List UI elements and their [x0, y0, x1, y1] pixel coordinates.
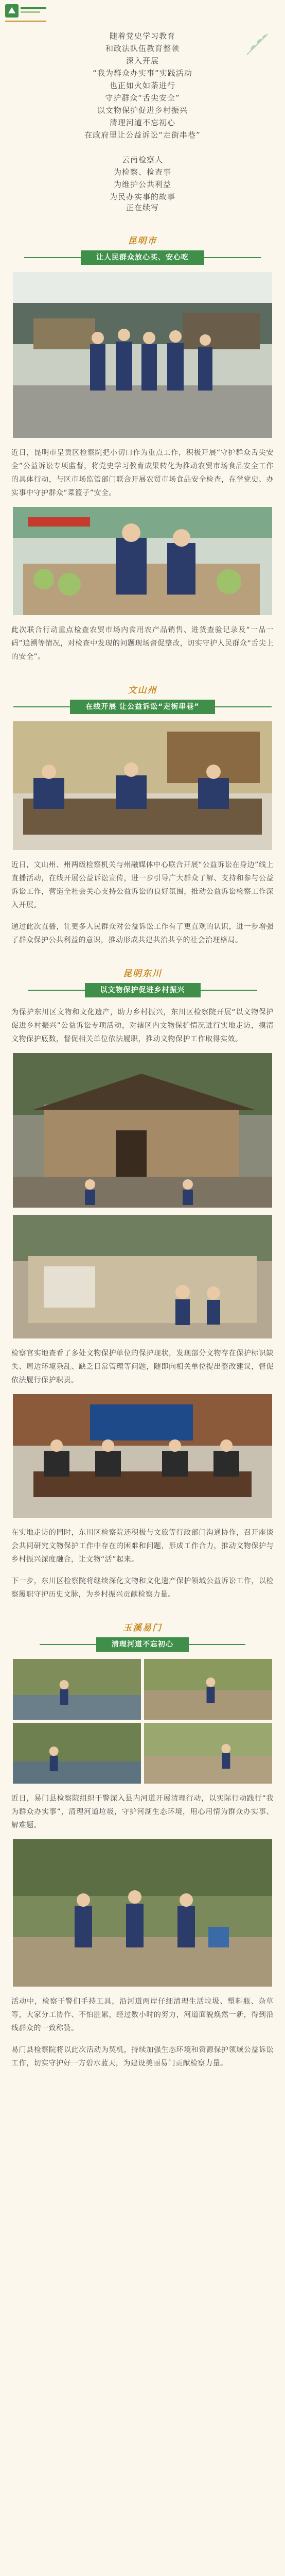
intro-line: 为维护公共利益 [113, 180, 171, 189]
heritage-wall-photo [13, 1215, 272, 1338]
market-inspection-photo [13, 272, 272, 438]
intro-line: 为民办实事的故事 [109, 192, 175, 201]
paragraph: 此次联合行动重点检查农贸市场内食用农产品销售、进货查验记录及“一品一码”追溯等情况，对检查中发现的问题现场督促整改，切实守护人民群众“舌尖上的安全”。 [11, 626, 274, 661]
paragraph: 通过此次直播，让更多人民群众对公益诉讼工作有了更直观的认识，进一步增强了群众保护公共利益的意识，推动形成共建共治共享的社会治理格局。 [11, 923, 274, 944]
paragraph: 近日，文山州、州两级检察机关与州融媒体中心联合开展“公益诉讼在身边”线上直播活动，在线开展公益诉讼宣传，进一步引导广大群众了解、支持和参与公益诉讼工作，营造全社会关心支持公益诉讼的良好氛围，推动公益诉讼检察工作深入开展。 [11, 861, 274, 909]
meeting-photo-graphic [13, 1394, 272, 1518]
paragraph: 近日，昆明市呈贡区检察院把小切口作为重点工作，积极开展“守护群众舌尖安全”公益诉讼专项监督，将党史学习教育成果转化为推动农贸市场食品安全工作的具体行动，与区市场监管部门联合开展农贸市场食品安全检查，在学党史、办实事中守护群众“菜篮子”安全。 [11, 449, 274, 497]
poem-line: 和政法队伍教育整顿 [105, 44, 180, 53]
poem-line: 随着党史学习教育 [109, 31, 175, 41]
river-cleanup-photo-graphic [144, 1723, 272, 1784]
river-cleanup-photo-graphic [13, 1659, 141, 1720]
section-banner: 在线开展 让公益诉讼“走街串巷” [70, 700, 215, 714]
poem-block [0, 30, 285, 203]
section-banner: 让人民群众放心买、安心吃 [81, 250, 204, 265]
poem-line: 深入开展 [126, 56, 159, 65]
paragraph: 易门县检察院将以此次活动为契机，持续加强生态环境和资源保护领域公益诉讼工作，切实守护好一方碧水蓝天，为建设美丽易门贡献检察力量。 [11, 2046, 274, 2067]
section-header-wenshan [0, 683, 285, 714]
broadcast-studio-photo [13, 721, 272, 850]
river-cleanup-photo-graphic [13, 1723, 141, 1784]
brand-logo-graphic [4, 3, 50, 28]
heritage-wall-photo-graphic [13, 1215, 272, 1338]
article-header [0, 0, 285, 201]
brand-logo [4, 3, 50, 28]
section-banner: 清理河道不忘初心 [96, 1637, 189, 1652]
section-place: 玉溪易门 [123, 1623, 162, 1633]
spacer [0, 141, 285, 154]
section-place: 文山州 [128, 685, 157, 696]
food-check-photo-graphic [13, 507, 272, 615]
section-header-yimen [0, 1621, 285, 1652]
river-cleanup-photo-grid [13, 1659, 272, 1784]
intro-line: 正在续写 [126, 203, 159, 212]
river-team-photo [13, 1839, 272, 1987]
food-check-photo [13, 507, 272, 615]
meeting-photo [13, 1394, 272, 1518]
paragraph: 为保护东川区文物和文化遗产，助力乡村振兴，东川区检察院开展“以文物保护促进乡村振兴”公益诉讼专项活动，对辖区内文物保护情况进行实地走访，摸清文物保护底数，督促相关单位依法履职，推动文物保护工作取得实效。 [11, 1008, 274, 1043]
section-header-kunming [0, 234, 285, 265]
section-header-dongchuan [0, 967, 285, 997]
broadcast-studio-photo-graphic [13, 721, 272, 850]
poem-line: 以文物保护促进乡村振兴 [97, 106, 188, 115]
poem-line: 清理河道不忘初心 [109, 118, 175, 127]
paragraph: 检察官实地查看了多处文物保护单位的保护现状，发现部分文物存在保护标识缺失、周边环境杂乱、缺乏日常管理等问题，随即向相关单位提出整改建议，督促依法履行保护职责。 [11, 1349, 274, 1384]
heritage-site-photo [13, 1053, 272, 1208]
paragraph: 在实地走访的同时，东川区检察院还积极与文旅等行政部门沟通协作，召开座谈会共同研究文物保护工作中存在的困难和问题，形成工作合力，推动文物保护与乡村振兴深度融合，让文物“活”起来。 [11, 1529, 274, 1564]
section-banner: 以文物保护促进乡村振兴 [85, 983, 201, 997]
river-cleanup-photo [13, 1659, 141, 1720]
river-cleanup-photo [144, 1723, 272, 1784]
intro-line: 云南检察人 [121, 155, 163, 164]
poem-line: “我为群众办实事”实践活动 [93, 69, 192, 78]
section-place: 昆明市 [128, 236, 157, 246]
heritage-site-photo-graphic [13, 1053, 272, 1208]
market-inspection-photo-graphic [13, 272, 272, 438]
river-cleanup-photo [13, 1723, 141, 1784]
poem-line: 在政府里让公益诉讼“走街串巷” [84, 130, 201, 140]
paragraph: 下一步，东川区检察院将继续深化文物和文化遗产保护领域公益诉讼工作，以检察履职守护历史文脉，为乡村振兴贡献检察力量。 [11, 1577, 274, 1599]
section-place: 昆明东川 [123, 969, 162, 979]
paragraph: 活动中，检察干警们手持工具，沿河道两岸仔细清理生活垃圾、塑料瓶、杂草等，大家分工协作、不怕脏累，经过数小时的努力，河道面貌焕然一新，得到沿线群众的一致称赞。 [11, 1997, 274, 2032]
footer-spacer [0, 2070, 285, 2075]
river-cleanup-photo-graphic [144, 1659, 272, 1720]
river-cleanup-photo [144, 1659, 272, 1720]
poem-line: 也正如火如荼进行 [109, 81, 175, 90]
poem-line: 守护群众“舌尖安全” [105, 93, 180, 103]
intro-line: 为检察、检查事 [113, 167, 171, 177]
paragraph: 近日，易门县检察院组织干警深入县内河道开展清理行动，以实际行动践行“我为群众办实事”，清理河道垃圾，守护河湖生态环境，用心用情为群众办实事、解难题。 [11, 1794, 274, 1829]
river-team-photo-graphic [13, 1839, 272, 1987]
